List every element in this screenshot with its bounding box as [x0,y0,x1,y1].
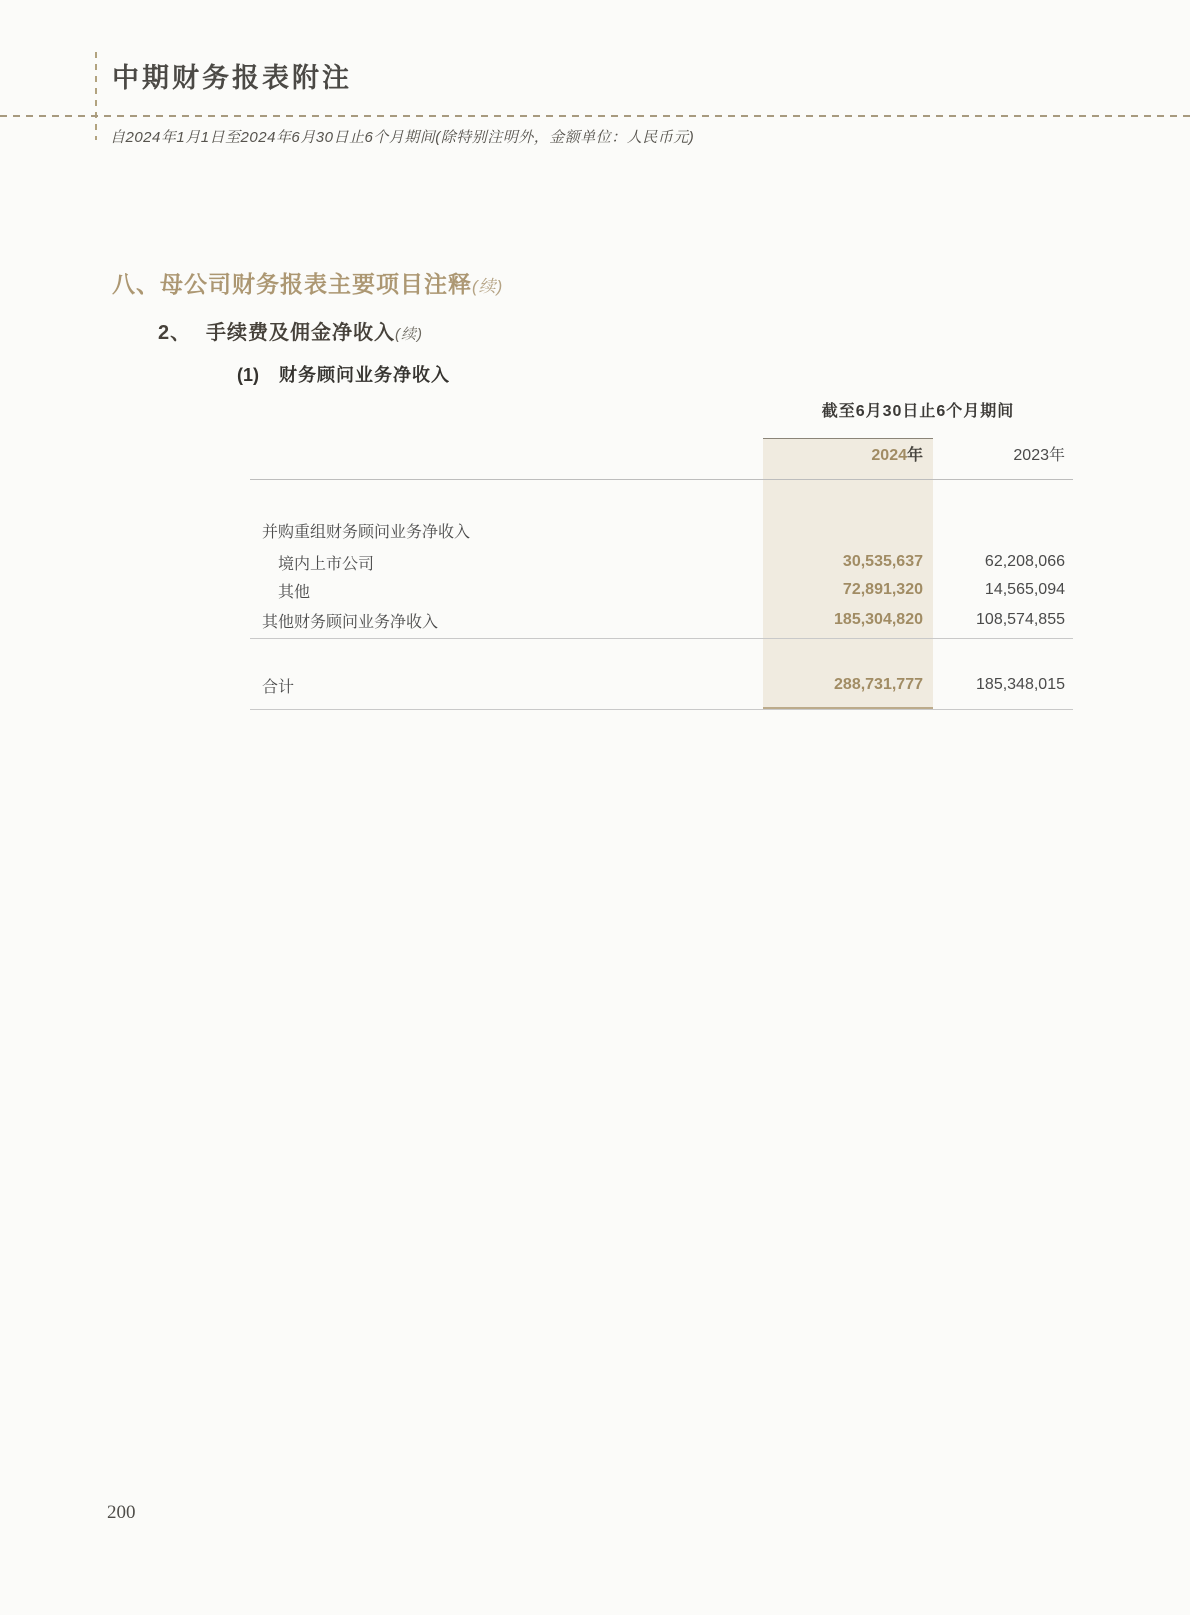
total-value-2023: 185,348,015 [976,676,1065,693]
row-value-2024: 185,304,820 [834,611,923,628]
horizontal-dashed-rule [0,115,1190,117]
row-label: 其他财务顾问业务净收入 [262,613,439,631]
year-2024-unit: 年 [906,446,923,464]
section-heading-level3-number: (1) [237,365,259,385]
section-heading-level1 [112,266,503,299]
section-heading-level2-text: 手续费及佣金净收入 [206,322,395,344]
table-row [250,604,1073,636]
row-label: 并购重组财务顾问业务净收入 [262,523,471,541]
row-value-2023: 62,208,066 [984,553,1065,570]
row-value-2024: 30,535,637 [842,553,923,570]
page-number: 200 [107,1502,136,1523]
financial-table [250,395,1073,717]
section-heading-level1-text: 八、母公司财务报表主要项目注释 [112,271,472,297]
section-heading-level2 [158,316,423,345]
table-header-rule [250,479,1073,480]
total-value-2024: 288,731,777 [834,676,923,693]
table-year-header-row [250,437,1073,469]
section-heading-level2-suffix: (续) [395,326,423,343]
table-row [250,514,1073,546]
table-bottom-rule [250,709,1073,710]
table-subtotal-rule [250,638,1073,639]
section-heading-level1-suffix: (续) [472,277,504,296]
row-value-2023: 14,565,094 [984,581,1065,598]
table-total-row [250,669,1073,701]
row-label: 境内上市公司 [278,555,375,573]
year-header-2024 [763,442,933,465]
table-period-header: 截至6月30日止6个月期间 [821,403,1015,420]
document-subtitle: 自2024年1月1日至2024年6月30日止6个月期间(除特别注明外，金额单位：人民币元) [110,129,695,146]
section-heading-level3-text: 财务顾问业务净收入 [279,365,450,385]
row-value-2024: 72,891,320 [842,581,923,598]
row-value-2023: 108,574,855 [976,611,1065,628]
document-title: 中期财务报表附注 [112,63,352,93]
section-heading-level2-number: 2、 [158,322,192,344]
vertical-dashed-rule [95,52,97,140]
year-2024-number: 2024 [871,446,907,464]
table-row [250,574,1073,606]
total-label: 合计 [262,678,295,696]
year-header-2023: 2023年 [1013,446,1065,464]
row-label: 其他 [278,583,311,601]
section-heading-level3 [237,361,450,387]
